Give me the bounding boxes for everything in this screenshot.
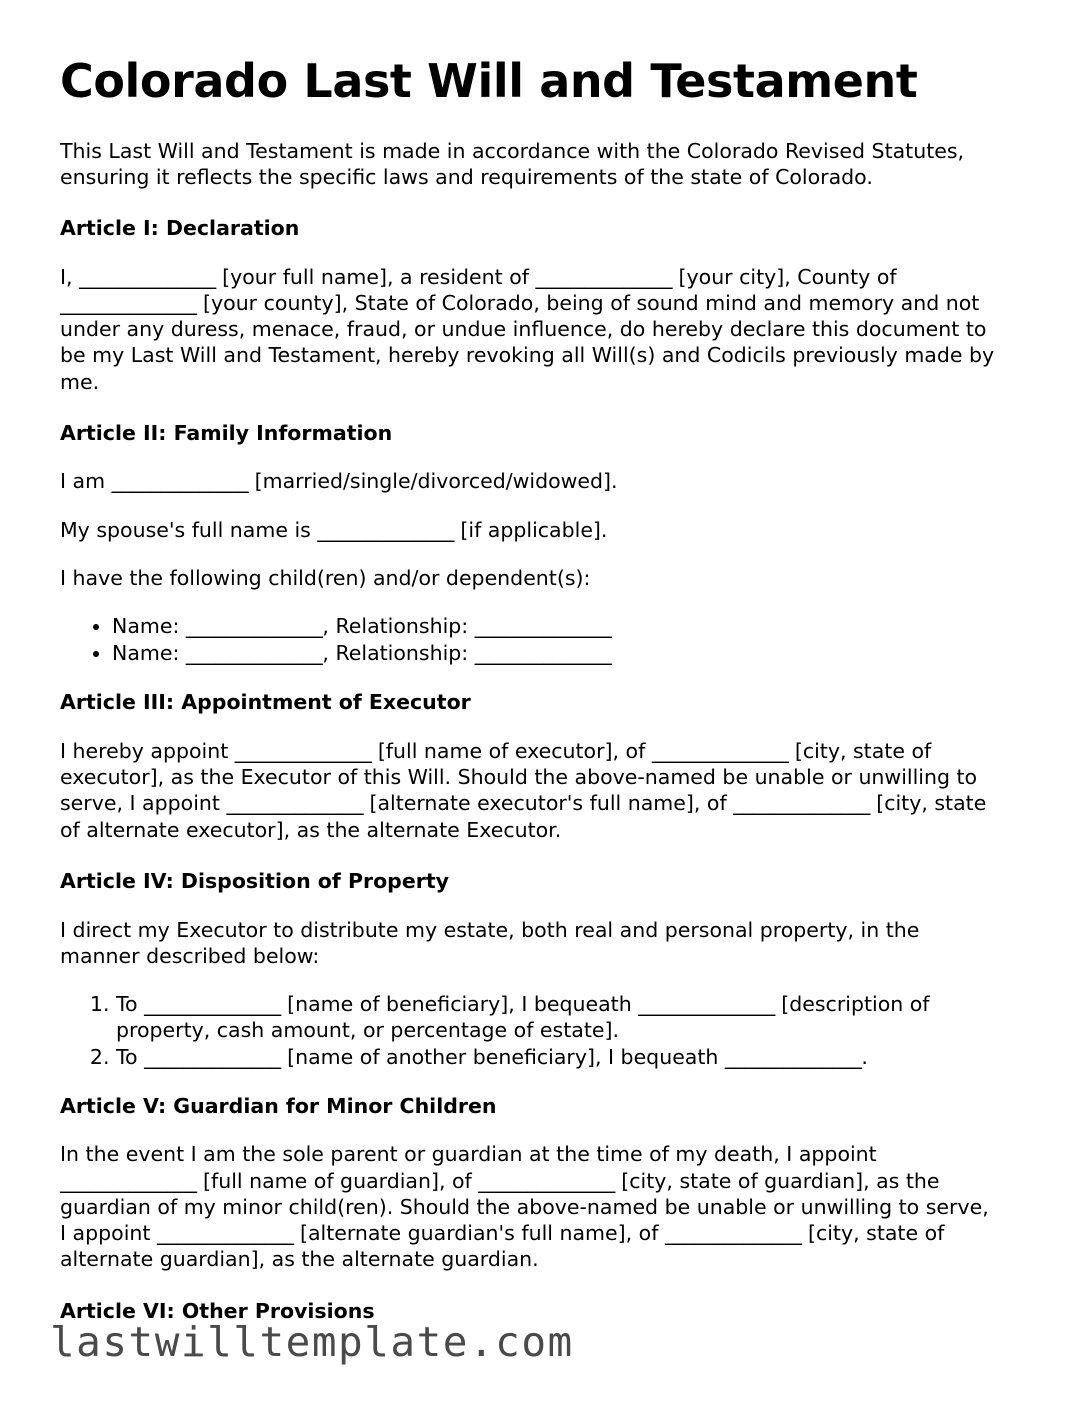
- article-1-text-1: I,: [60, 264, 80, 289]
- blank-child-relationship-1: ______________: [474, 614, 612, 639]
- article-5-text-4: [alternate guardian's full name], of: [293, 1221, 665, 1246]
- blank-spouse-name: ______________: [317, 517, 454, 542]
- article-4-intro: I direct my Executor to distribute my estate, both real and personal property, in the manner described below:: [60, 917, 920, 968]
- blank-guardian-name: ______________: [60, 1168, 197, 1193]
- child-name-label-1: Name:: [112, 614, 186, 639]
- article-1-section: [60, 216, 995, 395]
- article-4-section: [60, 869, 995, 1070]
- article-3-text-5: [city, state of alternate executor], as the alternate Executor.: [60, 791, 987, 842]
- list-item: [116, 991, 995, 1043]
- bequest-text-1a: To: [116, 992, 145, 1017]
- article-3-section: [60, 690, 995, 843]
- article-1-text-3: [your city], County of: [672, 264, 897, 289]
- article-5-section: [60, 1094, 995, 1273]
- article-3-heading: Article III: Appointment of Executor: [60, 690, 471, 715]
- blank-child-name-1: ______________: [185, 614, 323, 639]
- spouse-text-2: [if applicable].: [453, 517, 608, 542]
- article-2-heading: Article II: Family Information: [60, 420, 393, 445]
- article-5-text-2: [full name of guardian], of: [196, 1168, 479, 1193]
- blank-alternate-guardian-city: ______________: [664, 1221, 802, 1246]
- article-3-text-3: [city, state of executor], as the Executor of this Will. Should the above-named be unable or unwilling to serve, I appoint: [60, 739, 978, 816]
- article-1-heading: Article I: Declaration: [60, 215, 300, 240]
- article-6-heading: Article VI: Other Provisions: [60, 1298, 375, 1323]
- children-list: [60, 613, 995, 666]
- article-5-text-1: In the event I am the sole parent or guardian at the time of my death, I appoint: [60, 1142, 877, 1167]
- child-name-label-2: Name:: [112, 640, 186, 665]
- blank-marital-status: ______________: [111, 469, 249, 494]
- blank-executor-city: ______________: [651, 739, 789, 764]
- spouse-text-1: My spouse's full name is: [60, 517, 318, 542]
- site-watermark: lastwilltemplate.com: [50, 1318, 574, 1366]
- bequest-text-2b: [name of another beneficiary], I bequeath: [280, 1044, 725, 1069]
- article-3-text-4: [alternate executor's full name], of: [362, 791, 734, 816]
- blank-guardian-city: ______________: [478, 1168, 615, 1193]
- spouse-name-line: [60, 517, 995, 543]
- marital-text-1: I am: [60, 469, 112, 494]
- children-intro-line: I have the following child(ren) and/or dependent(s):: [60, 565, 591, 590]
- article-4-heading: Article IV: Disposition of Property: [60, 868, 450, 893]
- blank-executor-name: ______________: [234, 739, 372, 764]
- article-3-text-1: I hereby appoint: [60, 739, 235, 764]
- list-item: [112, 613, 995, 640]
- article-2-section: [60, 421, 995, 667]
- article-1-body: [60, 264, 995, 395]
- article-3-body: [60, 738, 995, 843]
- list-item: [112, 640, 995, 667]
- bequest-text-1b: [name of beneficiary], I bequeath: [280, 992, 639, 1017]
- article-1-text-4: [your county], State of Colorado, being of sound mind and memory and not under any duress, menace, fraud, or undue influence, do hereby declare this document to be my Last Will and Testament, hereby revoking all Will(s) and Codicils previously made by me.: [60, 290, 995, 394]
- blank-alternate-executor-city: ______________: [733, 791, 870, 816]
- child-separator-1: , Relationship:: [322, 614, 475, 639]
- blank-alternate-guardian-name: ______________: [156, 1221, 294, 1246]
- blank-full-name: ______________: [79, 264, 216, 289]
- blank-beneficiary-2: ______________: [144, 1044, 281, 1069]
- blank-child-relationship-2: ______________: [474, 640, 612, 665]
- article-3-text-2: [full name of executor], of: [371, 739, 652, 764]
- article-1-text-2: [your full name], a resident of: [215, 264, 536, 289]
- article-5-body: [60, 1141, 995, 1272]
- bequest-text-1c: [description of property, cash amount, or percentage of estate].: [116, 992, 930, 1043]
- blank-alternate-executor-name: ______________: [226, 791, 363, 816]
- marital-status-line: [60, 468, 995, 494]
- article-5-text-3: [city, state of guardian], as the guardian of my minor child(ren). Should the above-named be unable or unwilling to serve, I appoint: [60, 1168, 989, 1246]
- blank-county: ______________: [60, 290, 197, 315]
- list-item: [116, 1044, 995, 1070]
- blank-city: ______________: [535, 264, 672, 289]
- bequest-text-2c: .: [861, 1044, 868, 1069]
- page-title: Colorado Last Will and Testament: [60, 54, 918, 108]
- blank-child-name-2: ______________: [185, 640, 323, 665]
- bequest-list: [60, 991, 995, 1070]
- intro-paragraph: This Last Will and Testament is made in accordance with the Colorado Revised Statutes, ensuring it reflects the specific laws and requirements of the state of Colorado.: [60, 138, 965, 189]
- marital-text-2: [married/single/divorced/widowed].: [248, 469, 618, 494]
- blank-bequest-description-2: ______________: [724, 1044, 862, 1069]
- bequest-text-2a: To: [116, 1044, 145, 1069]
- child-separator-2: , Relationship:: [322, 640, 475, 665]
- blank-beneficiary-1: ______________: [144, 992, 281, 1017]
- blank-bequest-description-1: ______________: [638, 992, 775, 1017]
- article-5-text-5: [city, state of alternate guardian], as the alternate guardian.: [60, 1221, 945, 1272]
- article-5-heading: Article V: Guardian for Minor Children: [60, 1093, 497, 1118]
